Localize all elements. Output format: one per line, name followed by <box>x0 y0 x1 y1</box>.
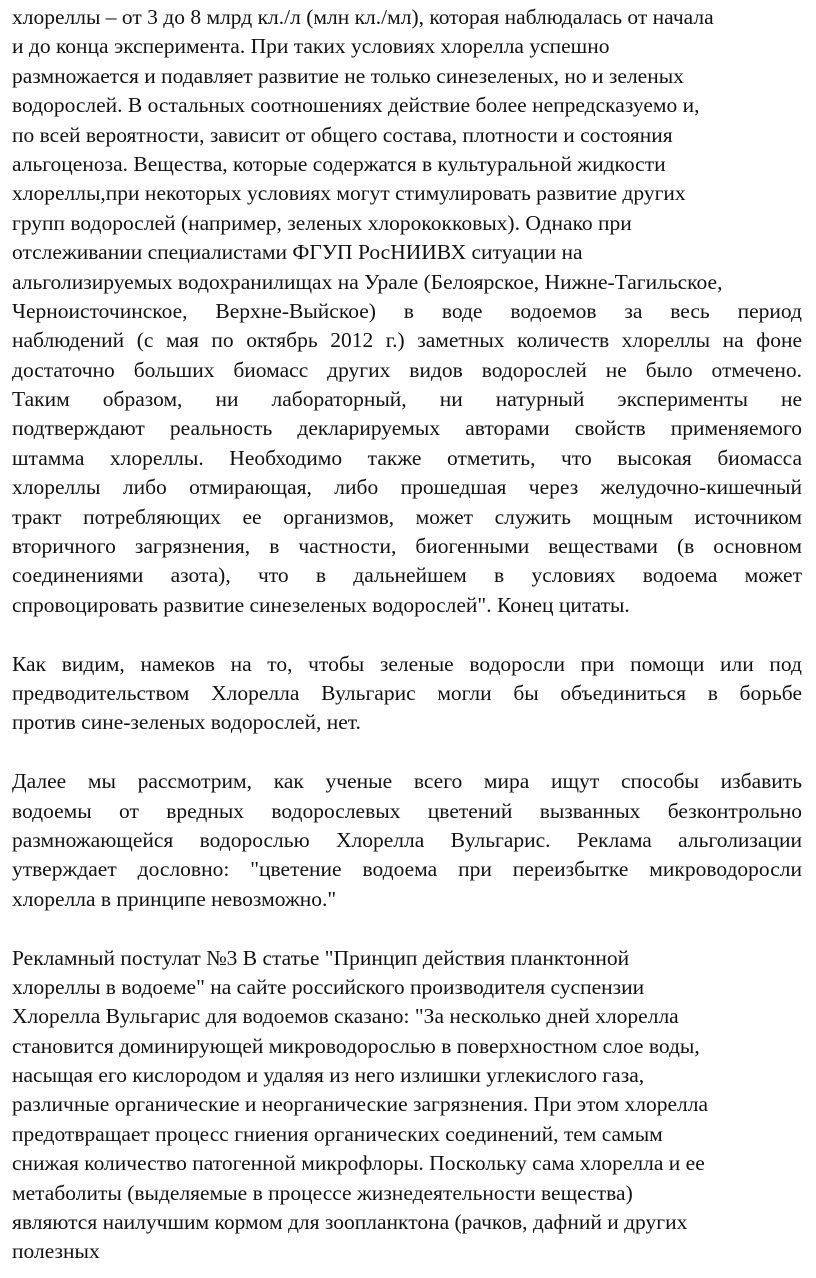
text-line: хлореллы либо отмирающая, либо прошедшая через желудочно-кишечный <box>12 475 802 500</box>
text-line: водорослей. В остальных соотношениях действие более непредсказуемо и, <box>12 93 700 118</box>
text-line: снижая количество патогенной микрофлоры. Поскольку сама хлорелла и ее <box>12 1151 705 1176</box>
text-line: утверждает дословно: "цветение водоема при переизбытке микроводоросли <box>12 857 802 882</box>
paragraph <box>12 3 802 620</box>
text-line: альголизируемых водохранилищах на Урале (Белоярское, Нижне-Тагильское, <box>12 269 723 294</box>
text-line: спровоцировать развитие синезеленых водорослей". Конец цитаты. <box>12 592 630 617</box>
text-line: полезных <box>12 1239 100 1264</box>
text-line: хлореллы в водоеме" на сайте российского производителя суспензии <box>12 974 645 999</box>
text-line: Черноисточинское, Верхне-Выйское) в воде водоемов за весь период <box>12 298 802 323</box>
text-line: Рекламный постулат №3 В статье "Принцип действия планктонной <box>12 945 630 970</box>
text-line: предводительством Хлорелла Вульгарис могли бы объединиться в борьбе <box>12 680 802 705</box>
text-line: различные органические и неорганические загрязнения. При этом хлорелла <box>12 1092 709 1117</box>
text-line: предотвращает процесс гниения органических соединений, тем самым <box>12 1121 663 1146</box>
text-line: Таким образом, ни лабораторный, ни натурный эксперименты не <box>12 387 802 412</box>
text-line: Как видим, намеков на то, чтобы зеленые водоросли при помощи или под <box>12 651 802 676</box>
text-line: являются наилучшим кормом для зоопланктона (рачков, дафний и других <box>12 1210 688 1235</box>
text-line: хлореллы,при некоторых условиях могут стимулировать развитие других <box>12 181 686 206</box>
text-line: альгоценоза. Вещества, которые содержатся в культуральной жидкости <box>12 151 666 176</box>
paragraph <box>12 650 802 738</box>
paragraph <box>12 767 802 914</box>
text-line: хлорелла в принципе невозможно." <box>12 886 337 911</box>
text-line: насыщая его кислородом и удаляя из него излишки углекислого газа, <box>12 1063 645 1088</box>
text-line: достаточно больших биомасс других видов водорослей не было отмечено. <box>12 357 802 382</box>
text-line: наблюдений (с мая по октябрь 2012 г.) заметных количеств хлореллы на фоне <box>12 328 802 353</box>
text-line: групп водорослей (например, зеленых хлорококковых). Однако при <box>12 210 632 235</box>
text-line: отслеживании специалистами ФГУП РосНИИВХ ситуации на <box>12 240 583 265</box>
text-line: против сине-зеленых водорослей, нет. <box>12 710 361 735</box>
text-line: хлореллы – от 3 до 8 млрд кл./л (млн кл./мл), которая наблюдалась от начала <box>12 5 714 29</box>
text-line: становится доминирующей микроводорослью в поверхностном слое воды, <box>12 1033 700 1058</box>
text-line: и до конца эксперимента. При таких условиях хлорелла успешно <box>12 34 610 59</box>
text-line: размножающейся водорослью Хлорелла Вульгарис. Реклама альголизации <box>12 827 802 852</box>
text-line: тракт потребляющих ее организмов, может служить мощным источником <box>12 504 802 529</box>
text-line: размножается и подавляет развитие не только синезеленых, но и зеленых <box>12 63 684 88</box>
text-line: по всей вероятности, зависит от общего состава, плотности и состояния <box>12 122 673 147</box>
text-line: соединениями азота), что в дальнейшем в условиях водоема может <box>12 563 802 588</box>
text-line: Хлорелла Вульгарис для водоемов сказано: "За несколько дней хлорелла <box>12 1004 679 1029</box>
text-line: подтверждают реальность декларируемых авторами свойств применяемого <box>12 416 802 441</box>
paragraph <box>12 944 802 1267</box>
text-line: штамма хлореллы. Необходимо также отметить, что высокая биомасса <box>12 445 802 470</box>
text-line: водоемы от вредных водорослевых цветений вызванных безконтрольно <box>12 798 802 823</box>
text-line: вторичного загрязнения, в частности, биогенными веществами (в основном <box>12 534 802 559</box>
text-line: метаболиты (выделяемые в процессе жизнедеятельности вещества) <box>12 1180 633 1205</box>
text-line: Далее мы рассмотрим, как ученые всего мира ищут способы избавить <box>12 769 802 794</box>
